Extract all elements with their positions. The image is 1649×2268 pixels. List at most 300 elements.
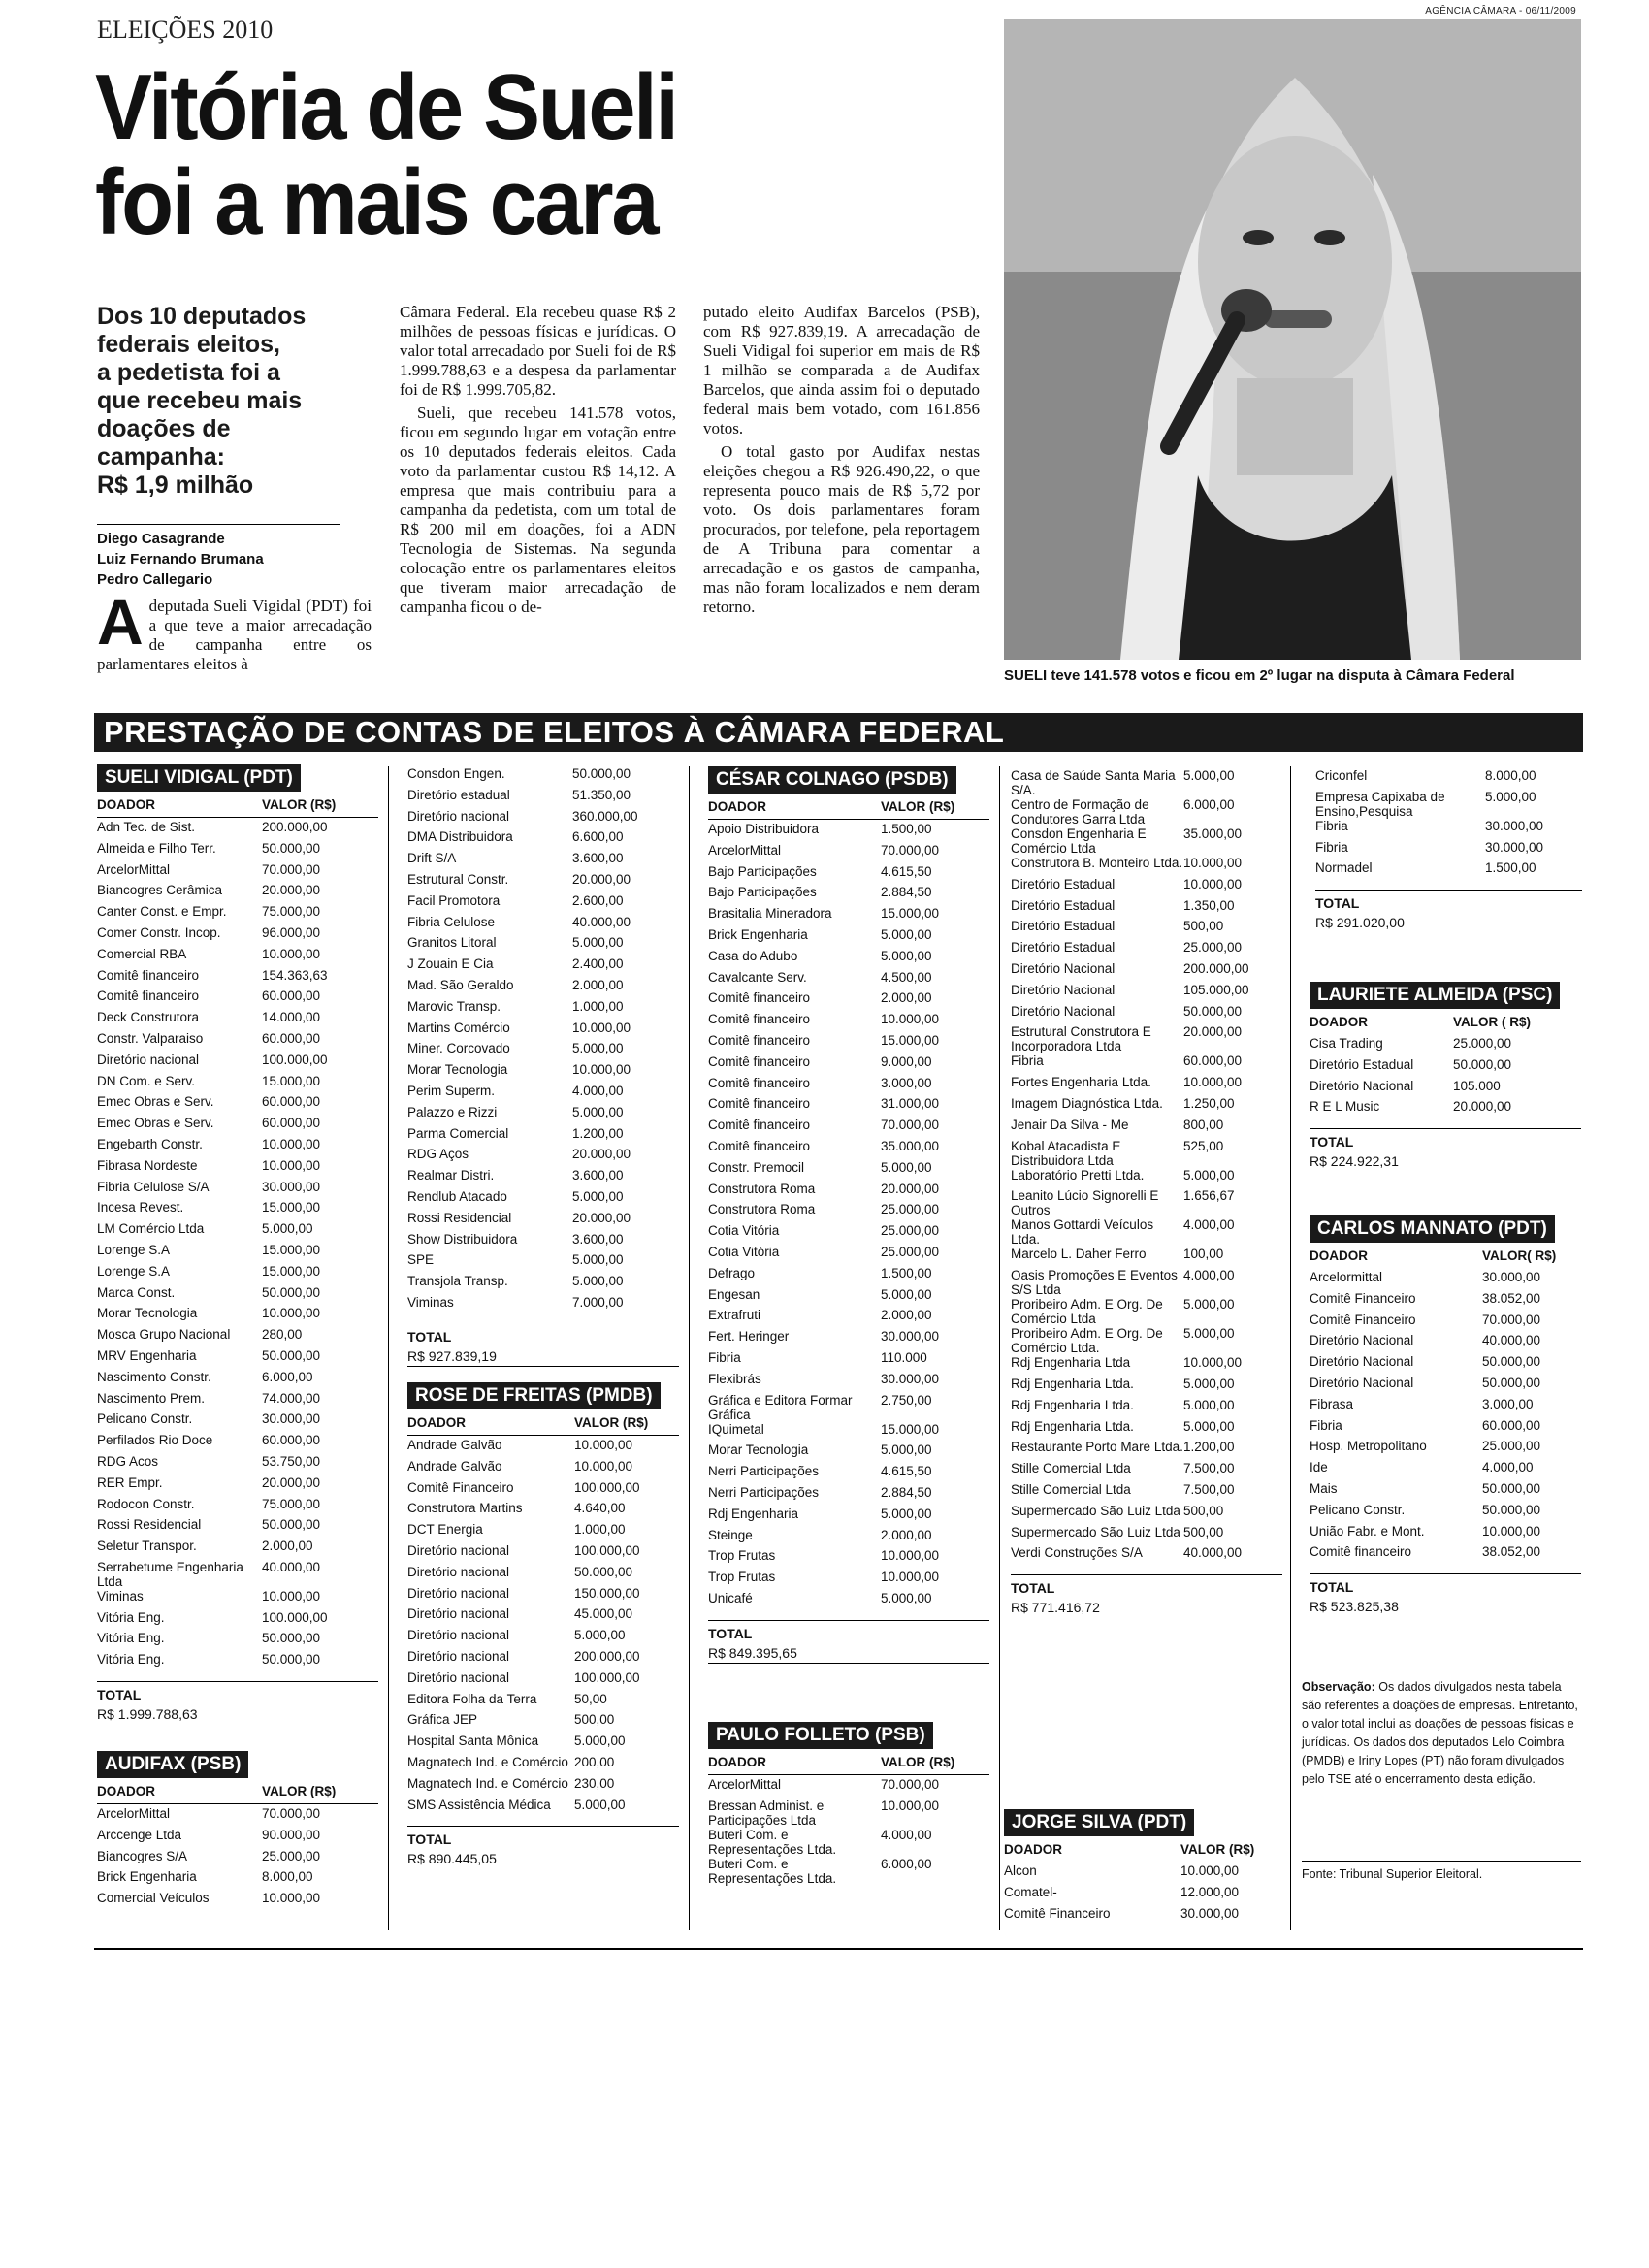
donor-name: Viminas <box>97 1588 144 1604</box>
donation-value: 500,00 <box>574 1712 615 1728</box>
donation-value: 75.000,00 <box>262 904 321 920</box>
donor-name: Bajo Participações <box>708 863 817 879</box>
donation-value: 10.000,00 <box>1183 1355 1243 1371</box>
table-row <box>708 1076 989 1097</box>
table-row <box>1310 1057 1581 1079</box>
table-row <box>97 1285 378 1307</box>
donation-value: 5.000,00 <box>572 935 624 951</box>
value-header: VALOR (R$) <box>881 1755 955 1769</box>
table-row <box>97 1391 378 1412</box>
donor-name: Rdj Engenharia Ltda. <box>1011 1376 1134 1391</box>
donor-name: Imagem Diagnóstica Ltda. <box>1011 1095 1163 1111</box>
table-row <box>1011 826 1282 856</box>
table-row <box>97 841 378 862</box>
donor-name: Bajo Participações <box>708 885 817 900</box>
donation-value: 9.000,00 <box>881 1053 932 1069</box>
total-value: R$ 291.020,00 <box>1315 915 1405 931</box>
donation-value: 15.000,00 <box>881 906 940 922</box>
table-row <box>708 1160 989 1182</box>
table-row <box>708 864 989 886</box>
donor-name: Emec Obras e Serv. <box>97 1116 214 1131</box>
donor-name: Diretório nacional <box>407 1628 510 1643</box>
donation-value: 60.000,00 <box>262 988 321 1004</box>
donor-name: Comitê financeiro <box>708 1012 811 1027</box>
headline <box>95 55 881 254</box>
donation-value: 50.000,00 <box>262 1284 321 1300</box>
table-row <box>1310 1544 1581 1566</box>
table-row <box>407 1274 679 1295</box>
total <box>1315 890 1582 932</box>
table-row <box>708 990 989 1012</box>
value-header: VALOR (R$) <box>1180 1842 1255 1857</box>
donation-value: 30.000,00 <box>881 1329 940 1345</box>
donation-value: 5.000,00 <box>572 1041 624 1056</box>
donor-name: União Fabr. e Mont. <box>1310 1523 1425 1539</box>
donor-name: Comitê financeiro <box>708 990 811 1006</box>
donation-value: 10.000,00 <box>262 1136 321 1151</box>
donor-name: Marcelo L. Daher Ferro <box>1011 1247 1147 1262</box>
donation-value: 6.000,00 <box>1183 797 1235 812</box>
donation-value: 50.000,00 <box>1453 1056 1512 1072</box>
donor-name: Comitê financeiro <box>708 1118 811 1133</box>
donation-value: 10.000,00 <box>881 1570 940 1585</box>
table-row <box>97 1475 378 1497</box>
donor-name: Rossi Residencial <box>97 1517 202 1533</box>
donor-name: Biancogres Cerâmica <box>97 883 223 898</box>
donation-value: 25.000,00 <box>881 1202 940 1217</box>
donation-value: 50.000,00 <box>574 1564 633 1579</box>
table-audifax-continued <box>407 766 679 1367</box>
table-row <box>407 915 679 936</box>
note-label: Observação: <box>1302 1680 1375 1694</box>
donation-value: 110.000 <box>881 1349 927 1365</box>
table-row <box>708 1777 989 1798</box>
body-column-2 <box>400 303 676 621</box>
donor-name: IQuimetal <box>708 1421 764 1437</box>
donation-value: 4.000,00 <box>572 1083 624 1098</box>
total-label: TOTAL <box>708 1625 753 1641</box>
candidate-name: CARLOS MANNATO (PDT) <box>1310 1215 1555 1243</box>
donation-value: 2.000,00 <box>881 1308 932 1323</box>
table-row <box>407 956 679 978</box>
donation-value: 38.052,00 <box>1482 1544 1541 1560</box>
table-row <box>1011 983 1282 1004</box>
table-row <box>1011 1440 1282 1461</box>
photo-caption: SUELI teve 141.578 votos e ficou em 2º lugar na disputa à Câmara Federal <box>1004 667 1515 684</box>
table-row <box>407 1252 679 1274</box>
column-headers <box>1310 1015 1581 1034</box>
donation-value: 10.000,00 <box>262 1891 321 1906</box>
donor-name: Lorenge S.A <box>97 1242 171 1257</box>
donation-value: 30.000,00 <box>1485 839 1544 855</box>
donation-value: 50.000,00 <box>262 840 321 856</box>
sueli-photo <box>1004 19 1581 660</box>
donor-name: Ide <box>1310 1460 1328 1475</box>
donation-value: 53.750,00 <box>262 1453 321 1469</box>
donation-value: 70.000,00 <box>881 1118 940 1133</box>
donation-value: 150.000,00 <box>574 1585 640 1601</box>
donor-name: Constr. Valparaiso <box>97 1030 204 1046</box>
donor-name: DMA Distribuidora <box>407 829 513 845</box>
table-row <box>407 1126 679 1148</box>
donor-name: Engebarth Constr. <box>97 1136 203 1151</box>
donor-name: Engesan <box>708 1286 760 1302</box>
donation-value: 7.500,00 <box>1183 1461 1235 1476</box>
donation-value: 525,00 <box>1183 1138 1224 1153</box>
donation-value: 8.000,00 <box>1485 768 1536 783</box>
table-jorge-silva <box>1004 1809 1285 1927</box>
portrait-illustration <box>1004 19 1581 660</box>
donation-value: 12.000,00 <box>1180 1884 1240 1899</box>
donation-value: 1.500,00 <box>881 822 932 836</box>
donation-value: 5.000,00 <box>1183 1397 1235 1412</box>
table-row <box>1310 1524 1581 1545</box>
table-row <box>1310 1099 1581 1120</box>
donation-value: 50.000,00 <box>262 1517 321 1533</box>
table-row <box>407 1438 679 1459</box>
donation-value: 5.000,00 <box>574 1797 626 1812</box>
donation-value: 10.000,00 <box>572 1062 631 1078</box>
table-row <box>1310 1397 1581 1418</box>
table-row <box>97 1497 378 1518</box>
table-row <box>708 1857 989 1886</box>
donor-name: Diretório Estadual <box>1310 1056 1414 1072</box>
donor-header: DOADOR <box>708 1755 766 1769</box>
donor-name: Stille Comercial Ltda <box>1011 1481 1131 1497</box>
table-row <box>1004 1885 1285 1906</box>
donor-name: Palazzo e Rizzi <box>407 1104 498 1119</box>
donation-value: 3.000,00 <box>881 1075 932 1090</box>
donation-value: 25.000,00 <box>1482 1439 1541 1454</box>
table-row <box>1315 860 1582 882</box>
donation-value: 1.350,00 <box>1183 897 1235 913</box>
table-row <box>708 822 989 843</box>
donation-value: 30.000,00 <box>881 1371 940 1386</box>
table-row <box>708 1485 989 1507</box>
table-row <box>407 788 679 809</box>
donor-name: Diretório estadual <box>407 787 510 802</box>
donation-value: 70.000,00 <box>262 1806 321 1821</box>
table-row <box>1004 1863 1285 1885</box>
donation-value: 25.000,00 <box>262 1848 321 1863</box>
donation-value: 50.000,00 <box>1183 1003 1243 1019</box>
table-row <box>407 1565 679 1586</box>
donation-value: 4.615,50 <box>881 1464 932 1479</box>
table-row <box>97 1053 378 1074</box>
donation-value: 3.000,00 <box>1482 1396 1534 1411</box>
table-row <box>407 1211 679 1232</box>
donation-list <box>407 1438 679 1818</box>
donation-value: 35.000,00 <box>881 1138 940 1153</box>
donor-name: RDG Acos <box>97 1453 159 1469</box>
author: Luiz Fernando Brumana <box>97 551 264 567</box>
donor-name: R E L Music <box>1310 1099 1380 1115</box>
donor-name: Fibria <box>1315 818 1348 833</box>
donor-name: Diretório nacional <box>407 808 510 824</box>
body-paragraph: putado eleito Audifax Barcelos (PSB), com R$ 927.839,19. A arrecadação de Sueli Vidigal foi superior em mais de R$ 1 milhão se comparada a de Audifax Barcelos, que ainda assim foi o deputado federal mais bem votado, com 161.856 votos. <box>703 303 980 437</box>
donation-value: 5.000,00 <box>881 1442 932 1458</box>
donation-value: 50.000,00 <box>262 1347 321 1363</box>
donor-name: Comitê financeiro <box>708 1053 811 1069</box>
donation-list <box>97 1806 378 1912</box>
donation-value: 30.000,00 <box>1180 1905 1240 1921</box>
table-row <box>97 1031 378 1053</box>
value-header: VALOR (R$) <box>881 799 955 814</box>
donation-value: 40.000,00 <box>262 1559 321 1574</box>
donor-header: DOADOR <box>1310 1015 1368 1029</box>
candidate-name: LAURIETE ALMEIDA (PSC) <box>1310 982 1560 1009</box>
donor-name: Comitê Financeiro <box>1310 1312 1416 1327</box>
table-row <box>1011 1398 1282 1419</box>
table-row <box>97 883 378 904</box>
donor-name: Mad. São Geraldo <box>407 977 514 992</box>
table-row <box>97 1806 378 1828</box>
donor-name: Comercial RBA <box>97 946 187 961</box>
table-cesar-colnago <box>708 766 989 1664</box>
table-row <box>97 1560 378 1589</box>
donation-value: 35.000,00 <box>1183 826 1243 841</box>
table-row <box>407 1628 679 1649</box>
table-row <box>708 1223 989 1245</box>
table-row <box>708 1245 989 1266</box>
donor-name: Verdi Construções S/A <box>1011 1545 1143 1561</box>
table-row <box>407 1062 679 1084</box>
donor-name: Estrutural Constr. <box>407 871 509 887</box>
donor-name: Oasis Promoções E Eventos S/S Ltda <box>1011 1268 1178 1298</box>
table-row <box>97 1306 378 1327</box>
table-row <box>407 766 679 788</box>
donor-name: Proribeiro Adm. E Org. De Comércio Ltda <box>1011 1297 1163 1327</box>
donor-name: ArcelorMittal <box>708 1777 782 1792</box>
donor-name: Comitê Financeiro <box>1310 1290 1416 1306</box>
headline-line-2: foi a mais cara <box>95 150 658 254</box>
donor-name: Cotia Vitória <box>708 1244 780 1259</box>
source-credit: AGÊNCIA CÂMARA - 06/11/2009 <box>1425 6 1576 16</box>
total-value: R$ 927.839,19 <box>407 1346 679 1367</box>
donor-header: DOADOR <box>708 799 766 814</box>
table-lauriete-almeida <box>1310 982 1581 1171</box>
donor-name: Criconfel <box>1315 768 1368 783</box>
table-row <box>407 1501 679 1522</box>
deck <box>97 303 340 500</box>
donor-name: Diretório Nacional <box>1011 960 1116 976</box>
table-row <box>407 1543 679 1565</box>
donation-value: 200,00 <box>574 1754 615 1769</box>
table-row <box>708 1096 989 1118</box>
donation-value: 20.000,00 <box>572 871 631 887</box>
donor-name: Deck Construtora <box>97 1010 200 1025</box>
table-row <box>407 1168 679 1189</box>
donation-value: 50.000,00 <box>1482 1480 1541 1496</box>
donation-value: 50.000,00 <box>1482 1502 1541 1517</box>
donor-name: Comitê Financeiro <box>407 1479 514 1495</box>
table-row <box>97 968 378 989</box>
donor-name: Fibria <box>708 1349 741 1365</box>
table-row <box>97 1589 378 1610</box>
donor-name: Comitê financeiro <box>97 988 200 1004</box>
donor-name: Supermercado São Luiz Ltda <box>1011 1524 1180 1539</box>
donation-value: 5.000,00 <box>881 1506 932 1521</box>
donor-name: Perfilados Rio Doce <box>97 1433 213 1448</box>
table-row <box>708 1139 989 1160</box>
donation-list <box>708 1777 989 1886</box>
donation-list <box>1310 1270 1581 1566</box>
donation-value: 5.000,00 <box>574 1733 626 1749</box>
donation-value: 25.000,00 <box>1183 940 1243 956</box>
table-row <box>1310 1354 1581 1376</box>
donation-value: 10.000,00 <box>262 946 321 961</box>
donation-value: 50.000,00 <box>1482 1354 1541 1370</box>
table-row <box>97 1631 378 1652</box>
table-row <box>407 978 679 999</box>
donation-value: 60.000,00 <box>262 1116 321 1131</box>
donation-value: 10.000,00 <box>574 1438 633 1452</box>
table-row <box>1310 1270 1581 1291</box>
donation-value: 2.600,00 <box>572 892 624 908</box>
donor-name: Nerri Participações <box>708 1484 820 1500</box>
donation-value: 5.000,00 <box>1183 1326 1235 1342</box>
donor-name: Diretório nacional <box>407 1648 510 1664</box>
table-row <box>1011 856 1282 877</box>
table-row <box>1310 1376 1581 1397</box>
donation-list <box>1011 768 1282 1567</box>
table-row <box>97 988 378 1010</box>
donation-value: 20.000,00 <box>262 1474 321 1490</box>
donor-name: Construtora Roma <box>708 1202 816 1217</box>
table-row <box>97 1010 378 1031</box>
donor-name: Kobal Atacadista E Distribuidora Ltda <box>1011 1138 1121 1168</box>
donor-name: Jenair Da Silva - Me <box>1011 1117 1129 1132</box>
donation-value: 4.640,00 <box>574 1501 626 1516</box>
donation-value: 2.884,50 <box>881 885 932 900</box>
table-row <box>97 1094 378 1116</box>
donor-name: Diretório nacional <box>407 1542 510 1558</box>
table-row <box>97 1411 378 1433</box>
donation-value: 100.000,00 <box>574 1479 640 1495</box>
donation-value: 60.000,00 <box>262 1094 321 1110</box>
table-row <box>1011 1188 1282 1217</box>
table-row <box>708 1308 989 1329</box>
table-row <box>1011 1118 1282 1139</box>
donor-name: Comatel- <box>1004 1884 1057 1899</box>
donation-value: 30.000,00 <box>262 1179 321 1194</box>
donation-value: 105.000 <box>1453 1078 1501 1093</box>
donation-value: 40.000,00 <box>1482 1333 1541 1348</box>
table-row <box>97 1652 378 1673</box>
table-jorge-silva-continued <box>1315 768 1582 932</box>
donor-name: Construtora B. Monteiro Ltda. <box>1011 856 1183 870</box>
donor-name: Diretório Estadual <box>1011 940 1116 956</box>
donor-name: Defrago <box>708 1265 756 1280</box>
table-row <box>1011 940 1282 961</box>
table-row <box>708 1287 989 1309</box>
table-row <box>1011 961 1282 983</box>
donor-name: Brick Engenharia <box>97 1869 197 1885</box>
donor-name: Miner. Corcovado <box>407 1041 510 1056</box>
table-row <box>708 1442 989 1464</box>
donor-name: Hospital Santa Mônica <box>407 1733 539 1749</box>
column-rule <box>689 766 690 1930</box>
total-value: R$ 224.922,31 <box>1310 1153 1399 1170</box>
column-headers <box>1004 1842 1285 1862</box>
donation-value: 15.000,00 <box>262 1242 321 1257</box>
donor-name: Viminas <box>407 1294 454 1310</box>
donation-value: 5.000,00 <box>1183 1297 1235 1312</box>
donation-list <box>407 766 679 1316</box>
table-row <box>97 1348 378 1370</box>
donor-name: Restaurante Porto Mare Ltda. <box>1011 1440 1183 1455</box>
donation-value: 20.000,00 <box>1453 1099 1512 1115</box>
table-row <box>407 1105 679 1126</box>
total-label: TOTAL <box>407 1831 452 1848</box>
table-row <box>407 1733 679 1755</box>
section-banner: PRESTAÇÃO DE CONTAS DE ELEITOS À CÂMARA FEDERAL <box>94 713 1583 752</box>
note-text: Os dados divulgados nesta tabela são referentes a doações de empresas. Entretanto, o valor total inclui as doações de pessoas físicas e jurídicas. Os dados dos deputados Lelo Coimbra (PMDB) e Iriny Lopes (PT) não foram divulgados pelo TSE até o encerramento desta edição. <box>1302 1680 1578 1786</box>
donor-name: Comitê financeiro <box>708 1075 811 1090</box>
table-row <box>407 1041 679 1062</box>
total-value: R$ 771.416,72 <box>1011 1600 1100 1616</box>
donation-value: 50.000,00 <box>262 1652 321 1668</box>
donation-value: 70.000,00 <box>262 861 321 877</box>
body-column-3 <box>703 303 980 621</box>
donor-name: Consdon Engen. <box>407 766 505 781</box>
deck-line: R$ 1,9 milhão <box>97 471 254 499</box>
table-row <box>1011 768 1282 797</box>
donor-name: Rodocon Constr. <box>97 1496 195 1511</box>
donor-name: Nascimento Prem. <box>97 1390 206 1406</box>
table-row <box>1011 1247 1282 1268</box>
donation-value: 1.500,00 <box>1485 860 1536 876</box>
donation-value: 38.052,00 <box>1482 1290 1541 1306</box>
table-row <box>97 1243 378 1264</box>
donor-name: Editora Folha da Terra <box>407 1691 537 1706</box>
table-row <box>708 1464 989 1485</box>
table-row <box>97 1180 378 1201</box>
donor-name: Diretório Nacional <box>1011 1003 1116 1019</box>
donor-name: Fortes Engenharia Ltda. <box>1011 1075 1151 1090</box>
donor-name: Morar Tecnologia <box>407 1062 508 1078</box>
donation-value: 10.000,00 <box>572 1020 631 1035</box>
table-row <box>708 949 989 970</box>
donation-value: 74.000,00 <box>262 1390 321 1406</box>
table-row <box>1310 1291 1581 1312</box>
donor-name: ArcelorMittal <box>97 1806 171 1821</box>
total-label: TOTAL <box>407 1328 452 1345</box>
table-row <box>407 1021 679 1042</box>
table-row <box>708 906 989 927</box>
donation-value: 25.000,00 <box>1453 1036 1512 1051</box>
donor-name: Comer Constr. Incop. <box>97 924 221 940</box>
donation-value: 50.000,00 <box>262 1631 321 1646</box>
total <box>708 1620 989 1664</box>
table-row <box>97 1828 378 1849</box>
donor-name: LM Comércio Ltda <box>97 1221 205 1237</box>
deck-line: Dos 10 deputados <box>97 303 307 330</box>
donation-value: 20.000,00 <box>881 1181 940 1196</box>
donation-value: 60.000,00 <box>1183 1053 1243 1069</box>
donor-name: Diretório Estadual <box>1011 897 1116 913</box>
donor-name: Perim Superm. <box>407 1083 496 1098</box>
donor-name: Diretório Nacional <box>1011 982 1116 997</box>
donation-value: 5.000,00 <box>881 948 932 963</box>
donor-name: Laboratório Pretti Ltda. <box>1011 1167 1145 1183</box>
donor-name: Casa de Saúde Santa Maria S/A. <box>1011 768 1176 797</box>
donor-name: Vitória Eng. <box>97 1609 165 1625</box>
column-headers <box>97 797 378 818</box>
table-row <box>97 1264 378 1285</box>
donor-name: DCT Energia <box>407 1522 483 1538</box>
donation-value: 100.000,00 <box>574 1669 640 1685</box>
